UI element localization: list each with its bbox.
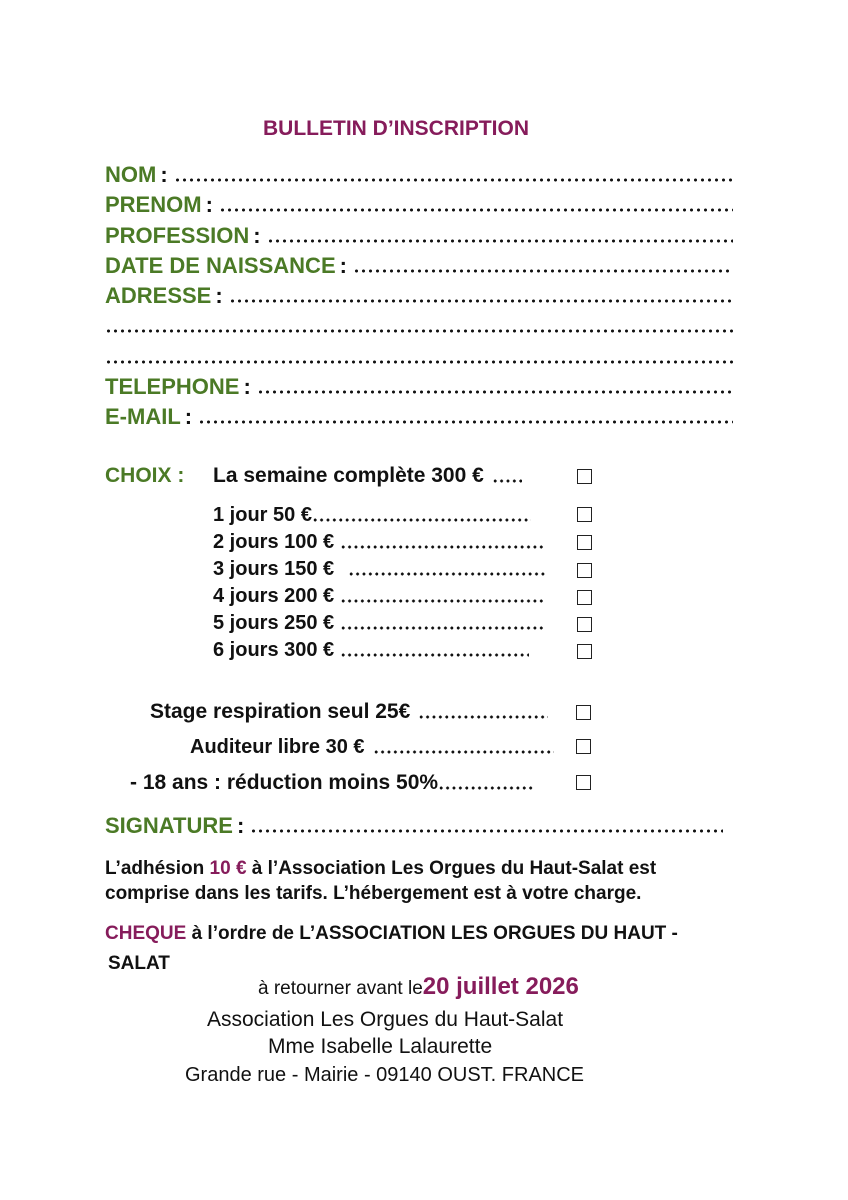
dotted-line xyxy=(492,479,522,483)
field-colon: : xyxy=(339,253,347,278)
option-3-jours xyxy=(213,555,545,581)
checkbox-stage-respiration[interactable] xyxy=(576,705,591,720)
option-text: 3 jours 150 € xyxy=(213,558,335,580)
dotted-line xyxy=(312,518,531,522)
field-label: SIGNATURE xyxy=(105,813,233,838)
field-label: E-MAIL xyxy=(105,404,181,429)
dotted-line[interactable] xyxy=(229,299,733,303)
field-nom[interactable] xyxy=(105,160,733,188)
cheque-keyword: CHEQUE xyxy=(105,923,187,944)
option-semaine xyxy=(213,462,558,488)
adhesion-text: L’adhésion xyxy=(105,858,210,879)
option-text: 1 jour 50 € xyxy=(213,504,312,526)
field-colon: : xyxy=(205,192,213,217)
option-text: La semaine complète 300 € xyxy=(213,464,484,487)
deadline-date: 20 juillet 2026 xyxy=(422,973,579,1000)
checkbox-6-jours[interactable] xyxy=(577,644,592,659)
option-auditeur-libre xyxy=(190,733,554,759)
option-text: 6 jours 300 € xyxy=(213,639,335,661)
field-adresse-line3[interactable] xyxy=(105,342,733,370)
checkbox-5-jours[interactable] xyxy=(577,617,592,632)
field-signature[interactable] xyxy=(105,811,723,839)
field-colon: : xyxy=(236,813,245,838)
checkbox-2-jours[interactable] xyxy=(577,535,592,550)
deadline xyxy=(258,973,579,1001)
dotted-line xyxy=(438,786,534,790)
dotted-line xyxy=(340,545,545,549)
checkbox-reduction-18-ans[interactable] xyxy=(576,775,591,790)
option-4-jours xyxy=(213,582,545,608)
cheque-note xyxy=(105,921,678,946)
dotted-line[interactable] xyxy=(105,329,733,333)
option-stage-respiration xyxy=(150,698,548,724)
checkbox-semaine[interactable] xyxy=(577,469,592,484)
checkbox-4-jours[interactable] xyxy=(577,590,592,605)
field-date-naissance[interactable] xyxy=(105,251,733,279)
option-text: Auditeur libre 30 € xyxy=(190,736,365,758)
cheque-text: à l’ordre de L’ASSOCIATION LES ORGUES DU HAUT - xyxy=(186,923,678,944)
dotted-line xyxy=(418,715,548,719)
option-reduction-18-ans xyxy=(130,769,534,795)
field-telephone[interactable] xyxy=(105,372,733,400)
field-adresse[interactable] xyxy=(105,281,733,309)
dotted-line[interactable] xyxy=(219,208,733,212)
adhesion-note xyxy=(105,856,656,906)
field-colon: : xyxy=(184,404,193,429)
option-5-jours xyxy=(213,609,545,635)
option-1-jour xyxy=(213,501,531,527)
option-text: 5 jours 250 € xyxy=(213,612,335,634)
option-2-jours xyxy=(213,528,545,554)
adhesion-text: à l’Association Les Orgues du Haut-Salat est xyxy=(246,858,657,879)
dotted-line xyxy=(340,653,529,657)
field-prenom[interactable] xyxy=(105,190,733,218)
field-label: NOM xyxy=(105,162,157,187)
option-text: 2 jours 100 € xyxy=(213,531,335,553)
cheque-line2: SALAT xyxy=(108,953,170,974)
checkbox-auditeur-libre[interactable] xyxy=(576,739,591,754)
field-colon: : xyxy=(160,162,168,187)
field-colon: : xyxy=(243,374,251,399)
option-text: - 18 ans : réduction moins 50% xyxy=(130,771,439,794)
dotted-line[interactable] xyxy=(105,360,733,364)
field-colon: : xyxy=(215,283,223,308)
dotted-line xyxy=(340,626,545,630)
address-line-3: Grande rue - Mairie - 09140 OUST. FRANCE xyxy=(185,1064,585,1086)
field-label: PRENOM xyxy=(105,192,202,217)
address-line-2: Mme Isabelle Lalaurette xyxy=(268,1035,493,1058)
dotted-line xyxy=(348,572,545,576)
option-6-jours xyxy=(213,636,529,662)
adhesion-line2: comprise dans les tarifs. L’hébergement est à votre charge. xyxy=(105,883,642,904)
checkbox-3-jours[interactable] xyxy=(577,563,592,578)
choix-label: CHOIX : xyxy=(105,464,185,487)
address-line-1: Association Les Orgues du Haut-Salat xyxy=(207,1008,564,1031)
dotted-line[interactable] xyxy=(174,178,733,182)
field-profession[interactable] xyxy=(105,221,733,249)
field-colon: : xyxy=(253,223,261,248)
dotted-line[interactable] xyxy=(257,390,733,394)
dotted-line[interactable] xyxy=(250,829,723,833)
field-email[interactable] xyxy=(105,402,733,430)
dotted-line[interactable] xyxy=(353,269,733,273)
form-title: BULLETIN D’INSCRIPTION xyxy=(263,117,529,140)
option-text: Stage respiration seul 25€ xyxy=(150,700,411,723)
field-label: ADRESSE xyxy=(105,283,212,308)
field-label: DATE DE NAISSANCE xyxy=(105,253,336,278)
adhesion-amount: 10 € xyxy=(209,858,247,879)
dotted-line[interactable] xyxy=(267,239,733,243)
field-label: PROFESSION xyxy=(105,223,250,248)
field-label: TELEPHONE xyxy=(105,374,240,399)
dotted-line[interactable] xyxy=(198,420,733,424)
dotted-line xyxy=(373,750,555,754)
adhesion-line1 xyxy=(105,856,656,881)
dotted-line xyxy=(340,599,545,603)
option-text: 4 jours 200 € xyxy=(213,585,335,607)
deadline-text: à retourner avant le xyxy=(258,978,423,999)
field-adresse-line2[interactable] xyxy=(105,311,733,339)
checkbox-1-jour[interactable] xyxy=(577,507,592,522)
